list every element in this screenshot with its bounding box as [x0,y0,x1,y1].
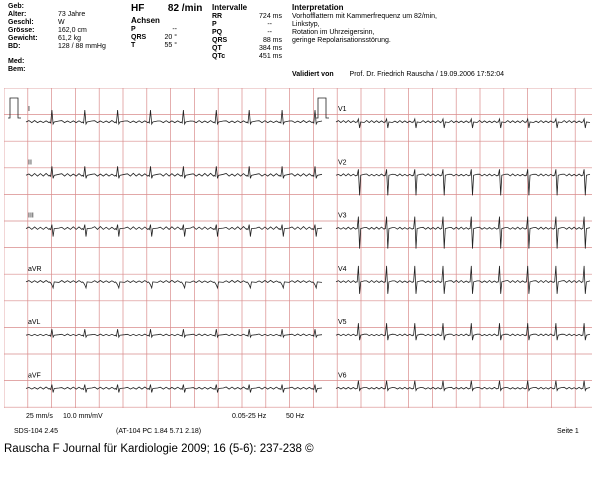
bem-row [8,66,26,74]
lead-label: V1 [338,106,347,113]
interval-label: PQ [212,29,223,36]
lead-labels [28,106,347,380]
interval-row [212,37,282,45]
interval-value: -- [267,29,272,36]
bem-label: Bem: [8,66,26,73]
amplitude-gain: 10.0 mm/mV [63,413,103,420]
validation-label: Validiert von [292,71,334,78]
axis-label: T [131,42,136,49]
ecg-trace [336,323,590,340]
interval-label: RR [212,13,223,20]
interpretation-line: Rotation im Uhrzeigersinn, [292,29,375,36]
patient-row [8,43,106,51]
interval-row [212,45,282,53]
calibration-pulse [8,98,21,118]
interpretation-line: Linkstyp, [292,21,320,28]
patient-row [8,11,85,19]
lead-label: I [28,106,30,113]
ecg-trace [336,381,590,391]
patient-value: 61,2 kg [58,35,81,42]
mains-filter: 50 Hz [286,413,305,420]
interval-label: QTc [212,53,226,60]
grid-lines [4,88,592,408]
patient-row [8,3,58,11]
interpretation-line: geringe Repolarisationsstörung. [292,37,391,44]
interpretation-title: Interpretation [292,3,344,12]
calibration-pulses [8,98,329,118]
ecg-trace [26,225,322,237]
axis-row [131,34,177,42]
patient-label: Geb: [8,3,24,10]
ecg-trace [26,110,322,124]
patient-label: BD: [8,43,21,50]
med-label: Med: [8,58,25,65]
lead-label: V5 [338,319,347,327]
calibration-pulse [316,98,329,118]
patient-label: Grösse: [8,27,35,34]
patient-value: W [58,19,65,26]
patient-row [8,35,81,43]
lead-label: aVL [28,319,41,327]
validation [292,71,504,79]
hf-value: 82 /min [167,3,203,14]
ecg-traces [26,110,590,393]
ecg-trace [336,266,590,294]
paper-speed: 25 mm/s [26,413,53,420]
intervalle-title: Intervalle [212,3,248,12]
interval-value: 451 ms [259,53,282,60]
ecg-trace [336,217,590,249]
citation-caption: Rauscha F Journal für Kardiologie 2009; 16 (5-6): 237-238 © [4,443,314,455]
lead-label: V2 [338,159,347,167]
interval-value: 724 ms [259,13,282,20]
interval-label: QT [212,45,222,52]
axis-label: P [131,26,136,33]
ecg-trace [336,119,590,128]
ecg-trace [26,385,322,393]
device-id: SDS-104 2.45 [14,428,58,435]
patient-value: 128 / 88 mmHg [58,43,106,50]
heart-rate [131,3,202,14]
interpretation-line: Vorhofflattern mit Kammerfrequenz um 82/min, [292,13,437,20]
interval-row [212,21,272,29]
med-row [8,58,24,66]
interval-value: 88 ms [262,37,282,44]
interval-row [212,53,282,61]
axis-row [131,26,177,34]
ecg-trace [26,329,322,337]
interval-label: QRS [212,37,228,44]
achsen-title: Achsen [131,16,160,25]
validation-value: Prof. Dr. Friedrich Rauscha / 19.09.2006 17:52:04 [349,71,505,78]
lead-label: V4 [338,265,347,273]
patient-label: Geschl: [8,19,34,26]
interval-row [212,29,272,37]
interval-label: P [212,21,217,28]
patient-row [8,19,65,27]
ecg-grid [4,88,592,408]
page-number: Seite 1 [557,428,579,435]
hf-label: HF [131,3,145,14]
patient-value: 162,0 cm [58,27,87,34]
filter-range: 0.05-25 Hz [232,413,267,420]
axis-row [131,42,177,50]
patient-value: 73 Jahre [58,11,86,18]
axis-value: -- [172,26,177,33]
interval-value: -- [267,21,272,28]
axis-value: 55 ° [164,42,177,49]
device-version: (AT-104 PC 1.84 5.71 2.18) [116,428,202,435]
ecg-trace [26,280,322,288]
patient-row [8,27,87,35]
axis-label: QRS [131,34,147,41]
lead-label: V3 [338,212,347,220]
interval-value: 384 ms [259,45,282,52]
lead-label: II [28,159,32,167]
lead-label: III [28,212,34,220]
ecg-trace [336,169,590,195]
lead-label: aVR [28,265,42,273]
interval-row [212,13,282,21]
interpretation-text [292,13,437,45]
patient-label: Alter: [8,11,27,18]
axis-value: 20 ° [164,34,177,41]
patient-label: Gewicht: [8,35,38,42]
lead-label: V6 [338,372,347,380]
lead-label: aVF [28,372,41,380]
